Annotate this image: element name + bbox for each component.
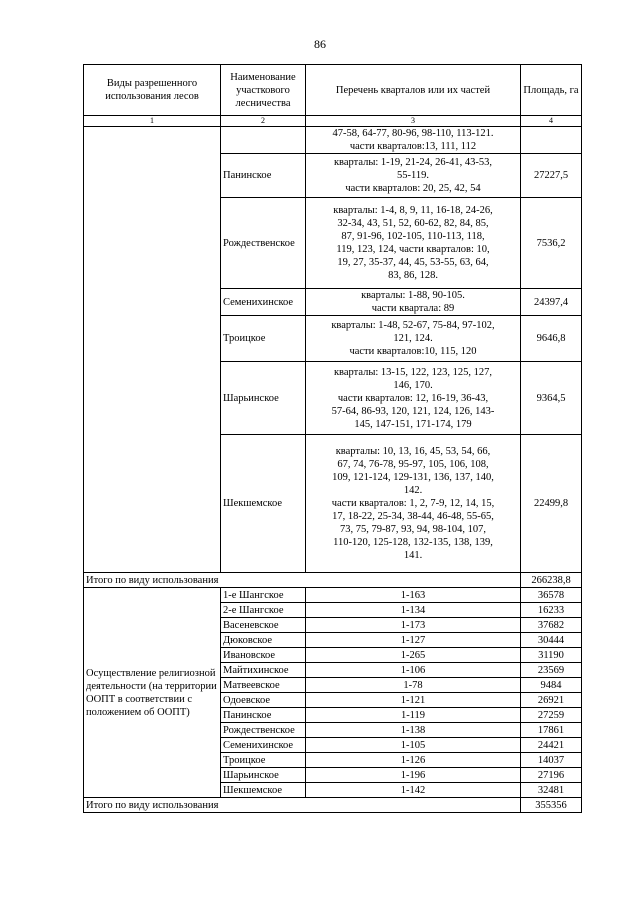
quarters-list: 1-119	[306, 708, 521, 723]
quarters-list: 1-127	[306, 633, 521, 648]
area-value: 9646,8	[521, 316, 582, 362]
quarters-list: кварталы: 10, 13, 16, 45, 53, 54, 66, 67, 74, 76-78, 95-97, 105, 106, 108, 109, 121-124, 129-131, 136, 137, 140, 142. части кварталов: 1, 2, 7-9, 12, 14, 15, 17, 18-22, 25-34, 38-44, 46-48, 55-65, 73, 75, 79-87, 93, 94, 98-104, 107, 110-120, 125-128, 132-135, 138, 139, 141.	[306, 435, 521, 573]
quarters-list: 1-265	[306, 648, 521, 663]
forestry-name: Шекшемское	[221, 783, 306, 798]
forestry-name: Шарьинское	[221, 768, 306, 783]
forestry-name: Матвеевское	[221, 678, 306, 693]
forestry-name	[221, 127, 306, 154]
forestry-name: 2-е Шангское	[221, 603, 306, 618]
area-value: 36578	[521, 588, 582, 603]
total-row	[84, 798, 582, 813]
quarters-list: 1-196	[306, 768, 521, 783]
area-value: 27227,5	[521, 154, 582, 198]
quarters-list: кварталы: 13-15, 122, 123, 125, 127, 146, 170. части кварталов: 12, 16-19, 36-43, 57-64, 86-93, 120, 121, 124, 126, 143- 145, 147-151, 171-174, 179	[306, 362, 521, 435]
quarters-list: кварталы: 1-4, 8, 9, 11, 16-18, 24-26, 32-34, 43, 51, 52, 60-62, 82, 84, 85, 87, 91-96, 102-105, 110-113, 118, 119, 123, 124, части кварталов: 10, 19, 27, 35-37, 44, 45, 53-55, 63, 64, 83, 86, 128.	[306, 198, 521, 289]
quarters-list: 1-163	[306, 588, 521, 603]
area-value: 27196	[521, 768, 582, 783]
forestry-name: Васеневское	[221, 618, 306, 633]
forestry-name: Дюковское	[221, 633, 306, 648]
forestry-name: Троицкое	[221, 316, 306, 362]
column-number: 4	[521, 116, 582, 127]
quarters-list: 1-105	[306, 738, 521, 753]
area-value	[521, 127, 582, 154]
area-value: 22499,8	[521, 435, 582, 573]
header-area: Площадь, га	[521, 65, 582, 116]
quarters-list: 1-138	[306, 723, 521, 738]
area-value: 31190	[521, 648, 582, 663]
column-number-row	[84, 116, 582, 127]
forestry-name: Рождественское	[221, 198, 306, 289]
forestry-name: Шарьинское	[221, 362, 306, 435]
use-type-cell: Осуществление религиозной деятельности (на территории ООПТ в соответствии с положением об ООПТ)	[84, 588, 221, 798]
area-value: 23569	[521, 663, 582, 678]
total-row	[84, 573, 582, 588]
area-value: 9484	[521, 678, 582, 693]
quarters-list: 47-58, 64-77, 80-96, 98-110, 113-121. части кварталов:13, 111, 112	[306, 127, 521, 154]
area-value: 7536,2	[521, 198, 582, 289]
table-row	[84, 588, 582, 603]
area-value: 24397,4	[521, 289, 582, 316]
column-number: 2	[221, 116, 306, 127]
header-forestry: Наименование участкового лесничества	[221, 65, 306, 116]
quarters-list: кварталы: 1-48, 52-67, 75-84, 97-102, 121, 124. части кварталов:10, 115, 120	[306, 316, 521, 362]
forestry-name: Майтихинское	[221, 663, 306, 678]
area-value: 16233	[521, 603, 582, 618]
forestry-name: Рождественское	[221, 723, 306, 738]
quarters-list: 1-173	[306, 618, 521, 633]
forest-use-table	[83, 64, 582, 813]
area-value: 26921	[521, 693, 582, 708]
forestry-name: Панинское	[221, 154, 306, 198]
forestry-name: Панинское	[221, 708, 306, 723]
table-row	[84, 127, 582, 154]
use-type-cell	[84, 127, 221, 573]
quarters-list: кварталы: 1-88, 90-105. части квартала: 89	[306, 289, 521, 316]
area-value: 27259	[521, 708, 582, 723]
forestry-name: Троицкое	[221, 753, 306, 768]
column-number: 3	[306, 116, 521, 127]
page-number: 86	[314, 37, 326, 51]
forestry-name: Семенихинское	[221, 289, 306, 316]
forestry-name: Семенихинское	[221, 738, 306, 753]
total-value: 266238,8	[521, 573, 582, 588]
forestry-name: Одоевское	[221, 693, 306, 708]
quarters-list: 1-142	[306, 783, 521, 798]
area-value: 24421	[521, 738, 582, 753]
total-value: 355356	[521, 798, 582, 813]
area-value: 37682	[521, 618, 582, 633]
quarters-list: 1-134	[306, 603, 521, 618]
quarters-list: 1-106	[306, 663, 521, 678]
quarters-list: 1-121	[306, 693, 521, 708]
forestry-name: 1-е Шангское	[221, 588, 306, 603]
area-value: 14037	[521, 753, 582, 768]
area-value: 32481	[521, 783, 582, 798]
column-number: 1	[84, 116, 221, 127]
forestry-name: Ивановское	[221, 648, 306, 663]
total-label: Итого по виду использования	[84, 573, 521, 588]
forestry-name: Шекшемское	[221, 435, 306, 573]
header-row	[84, 65, 582, 116]
quarters-list: 1-78	[306, 678, 521, 693]
area-value: 9364,5	[521, 362, 582, 435]
area-value: 17861	[521, 723, 582, 738]
quarters-list: кварталы: 1-19, 21-24, 26-41, 43-53, 55-119. части кварталов: 20, 25, 42, 54	[306, 154, 521, 198]
quarters-list: 1-126	[306, 753, 521, 768]
total-label: Итого по виду использования	[84, 798, 521, 813]
area-value: 30444	[521, 633, 582, 648]
header-quarters: Перечень кварталов или их частей	[306, 65, 521, 116]
header-use-type: Виды разрешенного использования лесов	[84, 65, 221, 116]
